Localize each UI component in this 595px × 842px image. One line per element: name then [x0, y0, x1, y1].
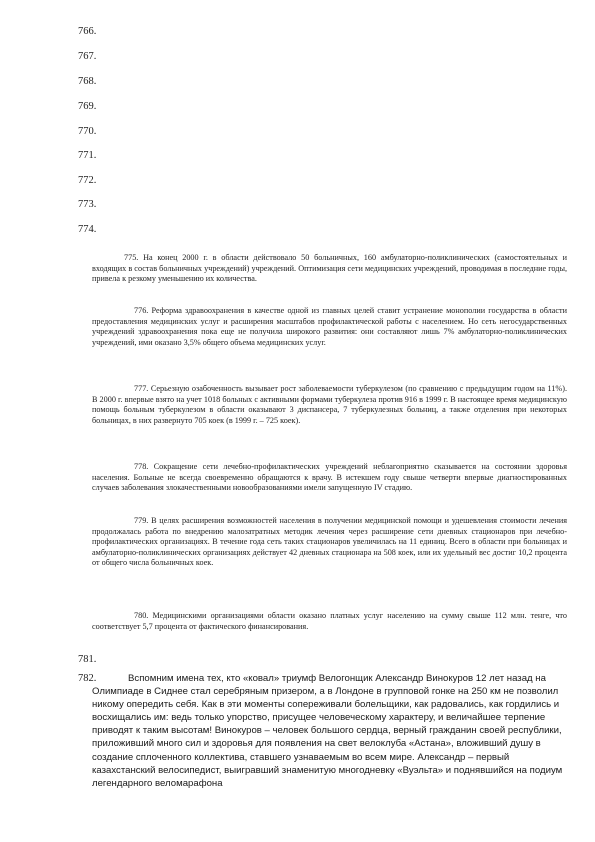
paragraph-776: 776. Реформа здравоохранения в качестве одной из главных целей ставит устранение монополии государства в области предоставления медицинских услуг и расширения масштабов профилактической работы с населением. Но сеть негосударственных учреждений здравоохранения пока еще не получила широкого развития: они составляют лишь 7% амбулаторно-поликлинических учреждений, ими оказано 3,5% общего объема медицинских услуг. — [92, 306, 567, 347]
list-number: 782. — [78, 673, 97, 684]
list-number: 769. — [78, 101, 97, 112]
list-number: 772. — [78, 175, 97, 186]
paragraph-779: 779. В целях расширения возможностей населения в получении медицинской помощи и удешевления стоимости лечения продолжалась работа по внедрению малозатратных методик лечения через расширение сети дневных стационаров при лечебно-профилактических организациях. В течение года сеть таких стационаров увеличилась на 11 единиц. Всего в области при больницах и амбулаторно-поликлинических организациях действует 42 дневных стационара на 508 коек, или их удельный вес достиг 10,2 процента от общего числа больничных коек. — [92, 516, 567, 568]
list-number: 770. — [78, 126, 97, 137]
list-number: 767. — [78, 51, 97, 62]
list-number: 768. — [78, 76, 97, 87]
paragraph-775: 775. На конец 2000 г. в области действовало 50 больничных, 160 амбулаторно-поликлинических (самостоятельных и входящих в состав больничных учреждений) учреждений. Оптимизация сети медицинских учреждений, проводимая в последние годы, привела к резкому уменьшению их количества. — [92, 253, 567, 284]
list-number: 781. — [78, 654, 97, 665]
list-number: 773. — [78, 199, 97, 210]
list-number: 766. — [78, 26, 97, 37]
paragraph-780: 780. Медицинскими организациями области оказано платных услуг населению на сумму свыше 112 млн. тенге, что соответствует 5,7 процента от фактического финансирования. — [92, 611, 567, 631]
list-number: 771. — [78, 150, 97, 161]
paragraph-777: 777. Серьезную озабоченность вызывает рост заболеваемости туберкулезом (по сравнению с предыдущим годом на 11%). В 2000 г. впервые взято на учет 1018 больных с активными формами туберкулеза против 916 в 1999 г. В настоящее время медицинскую помощь больным туберкулезом в области оказывают 3 диспансера, 7 туберкулезных больниц, а также отделения при некоторых больницах, в них развернуто 705 коек (в 1999 г. – 725 коек). — [92, 384, 567, 425]
paragraph-778: 778. Сокращение сети лечебно-профилактических учреждений неблагоприятно сказывается на состоянии здоровья населения. Больные не всегда своевременно обращаются к врачу. В истекшем году свыше четверти впервые диагностированных случаев заболевания злокачественными новообразованиями имели запущенную IV стадию. — [92, 462, 567, 493]
paragraph-782: Вспомним имена тех, кто «ковал» триумф Велогонщик Александр Винокуров 12 лет назад на Олимпиаде в Сиднее стал серебряным призером, а в Лондоне в групповой гонке на 250 км не позволил никому опередить себя. Как в эти моменты сопереживали болельщики, как радовались, как гордились и восхищались им: ведь только упорство, присущее человеческому характеру, и величайшее терпение приводят к таким высотам! Винокуров – человек большого сердца, верный гражданин своей республики, приложивший много сил и здоровья для появления на свет велоклуба «Астана», вложивший душу в создание сплоченного коллектива, ставшего узнаваемым во всем мире. Александр – первый казахстанский велосипедист, выигравший знаменитую многодневку «Вуэльта» и поднявшийся на подиум легендарного веломарафона — [92, 673, 563, 789]
list-number: 774. — [78, 224, 97, 235]
